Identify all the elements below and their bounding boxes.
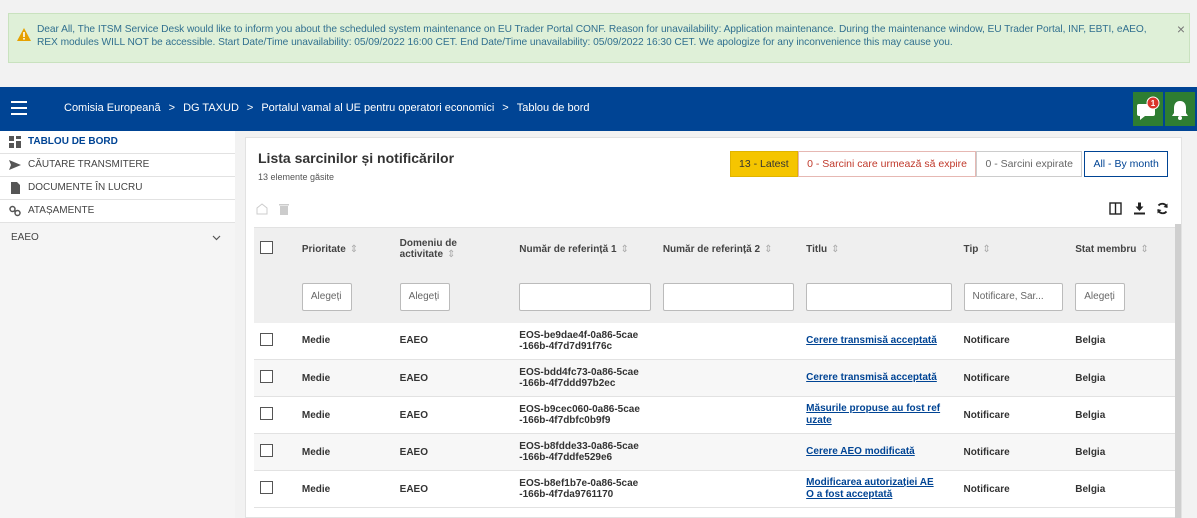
chat-notifications-button[interactable] <box>1133 92 1163 126</box>
sidebar-item-label: TABLOU DE BORD <box>28 136 118 147</box>
ref2-filter-input[interactable] <box>663 283 794 311</box>
sidebar-item-label: CĂUTARE TRANSMITERE <box>28 159 150 170</box>
type-cell: Notificare <box>958 360 1070 397</box>
page-title: Lista sarcinilor și notificărilor <box>258 150 455 166</box>
table-row[interactable] <box>254 397 1181 434</box>
row-checkbox[interactable] <box>260 444 273 457</box>
task-table <box>254 227 1181 508</box>
breadcrumb-item[interactable]: Portalul vamal al UE pentru operatori economici <box>261 102 495 114</box>
refresh-icon[interactable] <box>1156 202 1169 215</box>
sidebar-section-label: EAEO <box>11 232 39 243</box>
table-row[interactable] <box>254 323 1181 360</box>
task-list-panel <box>245 137 1182 518</box>
columns-icon[interactable] <box>1109 202 1122 215</box>
member-state-cell: Belgia <box>1069 360 1181 397</box>
title-cell <box>800 360 957 397</box>
mark-read-icon[interactable] <box>256 203 268 215</box>
bulk-actions <box>256 202 290 220</box>
breadcrumb-separator: > <box>502 102 509 114</box>
member-state-filter-select[interactable]: Alegeți <box>1075 283 1125 311</box>
title-cell <box>800 397 957 434</box>
filter-by-month-button[interactable]: All - By month <box>1084 151 1167 177</box>
task-filter-group <box>730 151 1164 177</box>
vertical-scrollbar[interactable] <box>1175 224 1181 518</box>
filter-expired-button[interactable]: 0 - Sarcini expirate <box>976 151 1082 177</box>
download-icon[interactable] <box>1133 202 1146 215</box>
domain-cell: EAEO <box>394 434 514 471</box>
breadcrumb-separator: > <box>168 102 176 114</box>
ref1-cell: EOS-b8fdde33-0a86-5cae -166b-4f7ddfe529e6 <box>513 434 657 471</box>
table-tools <box>1103 202 1169 220</box>
top-navigation <box>0 87 1197 131</box>
priority-filter-select[interactable]: Alegeți <box>302 283 352 311</box>
sidebar-item-drafts[interactable] <box>0 177 235 200</box>
row-checkbox[interactable] <box>260 333 273 346</box>
title-cell <box>800 471 957 508</box>
banner-message: Dear All, The ITSM Service Desk would like to inform you about the scheduled system maintenance on EU Trader Portal CONF. Reason for unavailability: Application maintenance. During the maintenance window, EU Trader Portal, INF, EBTI, eAEO, REX modules WILL NOT be accessible. Start Date/Time unavailability: 05/09/2022 16:00 CET. End Date/Time unavailability: 05/09/2022 16:30 CET. We apologize for any inconvenience this may cause you. <box>37 24 1147 48</box>
row-checkbox[interactable] <box>260 407 273 420</box>
filter-row <box>254 271 1181 323</box>
type-cell: Notificare <box>958 471 1070 508</box>
breadcrumb-item: Tablou de bord <box>516 102 590 114</box>
sort-icon: ⇕ <box>620 243 629 255</box>
select-all-checkbox[interactable] <box>260 241 273 254</box>
column-header-type[interactable]: Tip ⇕ <box>958 228 1070 271</box>
breadcrumb-item[interactable]: DG TAXUD <box>183 102 239 114</box>
domain-cell: EAEO <box>394 323 514 360</box>
document-icon <box>9 182 21 194</box>
sort-icon: ⇕ <box>1140 243 1149 255</box>
sort-icon: ⇕ <box>764 243 773 255</box>
domain-filter-select[interactable]: Alegeți <box>400 283 450 311</box>
ref2-cell <box>657 323 800 360</box>
notification-badge: 1 <box>1150 99 1156 108</box>
sidebar <box>0 131 235 518</box>
domain-cell: EAEO <box>394 397 514 434</box>
sidebar-item-dashboard[interactable] <box>0 131 235 154</box>
breadcrumb-separator: > <box>246 102 254 114</box>
domain-cell: EAEO <box>394 471 514 508</box>
row-checkbox[interactable] <box>260 370 273 383</box>
maintenance-banner <box>8 13 1190 63</box>
type-cell: Notificare <box>958 323 1070 360</box>
ref2-cell <box>657 471 800 508</box>
ref2-cell <box>657 434 800 471</box>
sort-icon: ⇕ <box>349 243 359 255</box>
filter-latest-button[interactable]: 13 - Latest <box>730 151 798 177</box>
sort-icon: ⇕ <box>447 249 456 261</box>
trash-icon[interactable] <box>278 203 290 215</box>
breadcrumb <box>64 102 590 114</box>
sort-icon: ⇕ <box>982 243 991 255</box>
warning-icon <box>17 28 31 41</box>
title-filter-input[interactable] <box>806 283 951 311</box>
table-header <box>254 228 1181 271</box>
title-link[interactable]: Modificarea autorizației AE O a fost acceptată <box>806 477 934 500</box>
column-header-priority[interactable]: Prioritate ⇕ <box>296 228 394 271</box>
sidebar-item-attachments[interactable] <box>0 200 235 223</box>
sort-icon: ⇕ <box>831 243 840 255</box>
results-count: 13 elemente găsite <box>258 172 335 182</box>
priority-cell: Medie <box>296 434 394 471</box>
type-cell: Notificare <box>958 434 1070 471</box>
table-row[interactable] <box>254 434 1181 471</box>
column-header-ref1[interactable]: Număr de referință 1 ⇕ <box>513 228 657 271</box>
send-icon <box>9 159 21 171</box>
table-row[interactable] <box>254 471 1181 508</box>
domain-cell: EAEO <box>394 360 514 397</box>
column-header-title[interactable]: Titlu ⇕ <box>800 228 957 271</box>
priority-cell: Medie <box>296 360 394 397</box>
type-cell: Notificare <box>958 397 1070 434</box>
title-cell <box>800 434 957 471</box>
row-checkbox[interactable] <box>260 481 273 494</box>
close-icon[interactable]: × <box>1176 21 1185 37</box>
bell-button[interactable] <box>1165 92 1195 126</box>
bell-icon <box>1165 92 1195 126</box>
breadcrumb-item[interactable]: Comisia Europeană <box>64 102 161 114</box>
attachment-icon <box>9 205 21 217</box>
title-cell <box>800 323 957 360</box>
sidebar-item-label: ATAȘAMENTE <box>28 205 95 216</box>
member-state-cell: Belgia <box>1069 397 1181 434</box>
priority-cell: Medie <box>296 471 394 508</box>
chevron-down-icon <box>212 233 221 242</box>
sidebar-section-eaeo[interactable] <box>0 227 235 250</box>
member-state-cell: Belgia <box>1069 434 1181 471</box>
priority-cell: Medie <box>296 323 394 360</box>
chat-icon <box>1133 92 1163 126</box>
title-link[interactable]: Cerere AEO modificată <box>806 446 915 457</box>
sidebar-item-label: DOCUMENTE ÎN LUCRU <box>28 182 143 193</box>
ref1-cell: EOS-bdd4fc73-0a86-5cae -166b-4f7ddd97b2ec <box>513 360 657 397</box>
member-state-cell: Belgia <box>1069 323 1181 360</box>
title-link[interactable]: Cerere transmisă acceptată <box>806 372 937 383</box>
dashboard-icon <box>9 136 21 148</box>
sidebar-item-search-submission[interactable] <box>0 154 235 177</box>
table-row[interactable] <box>254 360 1181 397</box>
filter-expiring-button[interactable]: 0 - Sarcini care urmează să expire <box>798 151 976 177</box>
column-header-ref2[interactable]: Număr de referință 2 ⇕ <box>657 228 800 271</box>
ref2-cell <box>657 397 800 434</box>
ref1-cell: EOS-b8ef1b7e-0a86-5cae -166b-4f7da9761170 <box>513 471 657 508</box>
ref1-cell: EOS-b9cec060-0a86-5cae -166b-4f7dbfc0b9f9 <box>513 397 657 434</box>
hamburger-menu-icon[interactable] <box>11 101 27 115</box>
member-state-cell: Belgia <box>1069 471 1181 508</box>
column-header-member-state[interactable]: Stat membru ⇕ <box>1069 228 1181 271</box>
ref1-filter-input[interactable] <box>519 283 651 311</box>
type-filter-select[interactable]: Notificare, Sar... <box>964 283 1064 311</box>
ref2-cell <box>657 360 800 397</box>
title-link[interactable]: Cerere transmisă acceptată <box>806 334 937 346</box>
title-link[interactable]: Măsurile propuse au fost ref uzate <box>806 403 941 426</box>
ref1-cell: EOS-be9dae4f-0a86-5cae -166b-4f7d7d91f76c <box>513 323 657 360</box>
column-header-domain[interactable]: Domeniu de activitate ⇕ <box>394 228 514 271</box>
priority-cell: Medie <box>296 397 394 434</box>
